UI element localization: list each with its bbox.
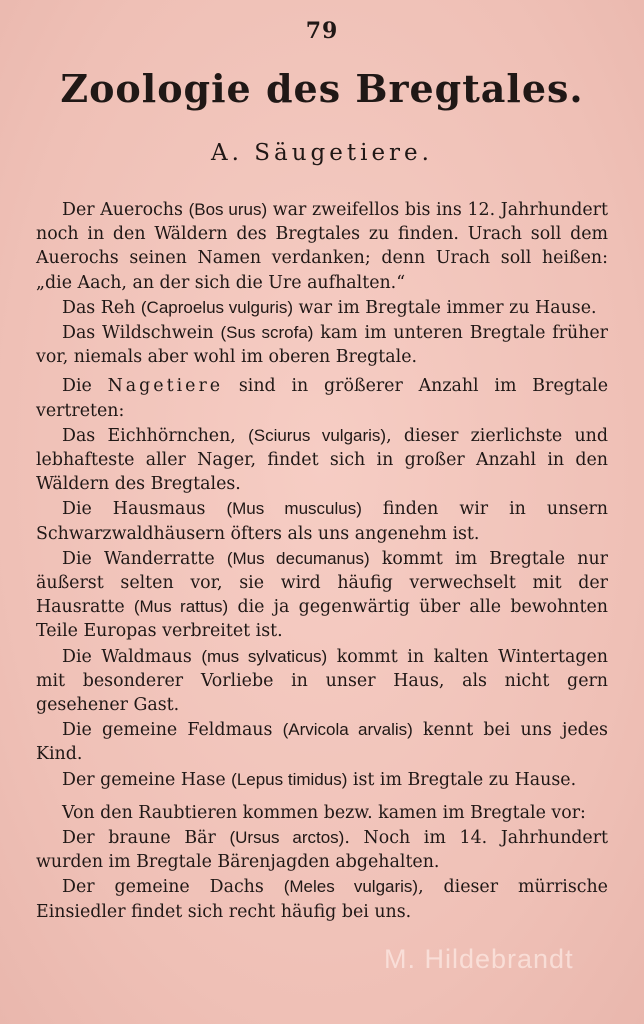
- paragraph-text: Der gemeine Hase: [62, 769, 232, 790]
- paragraph-text: Von den Raubtieren kommen bezw. kamen im Bregtale vor:: [62, 802, 586, 823]
- paragraph-text: Die Waldmaus: [62, 646, 202, 667]
- paragraph-text: Das Reh: [62, 297, 141, 318]
- paragraph-text: kennt bei uns jedes Kind.: [36, 720, 608, 765]
- paragraph: [36, 497, 608, 545]
- paragraph: [36, 768, 608, 792]
- chapter-title: Zoologie des Bregtales.: [60, 66, 584, 111]
- paragraph-text: kommt im Bregtale nur äußerst selten vor, sie wird häufig verwechselt mit der Hausratte: [36, 548, 608, 618]
- paragraph-text: ist im Bregtale zu Hause.: [347, 769, 577, 790]
- latin-species-name: (Mus decumanus): [226, 548, 370, 568]
- paragraph: [36, 645, 608, 718]
- paragraph-text: , dieser zierlichste und lebhafteste aller Nager, findet sich in großer Anzahl in den Wäldern des Bregtales.: [36, 425, 608, 495]
- paragraph: [36, 374, 608, 422]
- paragraph-text: die ja gegenwärtig über alle bewohnten Teile Europas verbreitet ist.: [36, 597, 608, 642]
- paragraph-text: Der Auerochs: [62, 200, 189, 220]
- paragraph-text: . Noch im 14. Jahrhundert wurden im Bregtale Bärenjagden abgehalten.: [36, 828, 608, 873]
- watermark: M. Hildebrandt: [384, 944, 574, 974]
- paragraph: [36, 801, 608, 825]
- paragraph-text: Die gemeine Feldmaus: [62, 720, 283, 741]
- latin-species-name: (Ursus arctos): [229, 828, 345, 848]
- paragraph: [36, 547, 608, 644]
- latin-species-name: (Mus rattus): [133, 597, 229, 617]
- latin-species-name: (mus sylvaticus): [201, 646, 328, 666]
- paragraph: [36, 718, 608, 766]
- paragraph-text: war im Bregtale immer zu Hause.: [293, 297, 597, 318]
- paragraph: [36, 296, 608, 320]
- paragraph-text: Die Hausmaus: [62, 499, 227, 520]
- paragraph-text: Das Eichhörnchen,: [62, 425, 249, 446]
- paragraph-text: Die Wanderratte: [62, 548, 227, 569]
- body-text: [36, 198, 608, 925]
- paragraph-text: Der braune Bär: [62, 828, 230, 849]
- paragraph-text: kommt in kalten Wintertagen mit besonderer Vorliebe in unser Haus, als nicht gern gesehener Gast.: [36, 646, 608, 716]
- paragraph: [36, 321, 608, 369]
- emphasized-term: Nagetiere: [107, 376, 224, 397]
- paragraph-text: , dieser mürrische Einsiedler findet sich recht häufig bei uns.: [36, 877, 608, 922]
- paragraph-text: war zweifellos bis ins 12. Jahrhundert noch in den Wäldern des Bregtales zu finden. Urach soll dem Auerochs seinen Namen verdanken; denn Urach soll heißen: „die Aach, an der sich die Ure aufhalten.“: [36, 200, 608, 293]
- page-number: 79: [305, 18, 339, 44]
- paragraph-text: sind in größerer Anzahl im Bregtale vertreten:: [36, 376, 608, 421]
- paragraph-text: Der gemeine Dachs: [62, 877, 284, 898]
- latin-species-name: (Sciurus vulgaris): [248, 425, 387, 445]
- paragraph-text: finden wir in unsern Schwarzwaldhäusern öfters als uns angenehm ist.: [36, 499, 608, 544]
- paragraph: [36, 424, 608, 497]
- paragraph-text: Das Wildschwein: [62, 323, 221, 344]
- latin-species-name: (Arvicola arvalis): [282, 720, 413, 740]
- section-heading: A. Säugetiere.: [211, 140, 433, 166]
- latin-species-name: (Meles vulgaris): [283, 877, 419, 897]
- latin-species-name: (Bos urus): [188, 200, 268, 219]
- paragraph: [36, 826, 608, 874]
- paragraph: [36, 875, 608, 923]
- latin-species-name: (Caproelus vulguris): [140, 297, 294, 317]
- paragraph-text: kam im unteren Bregtale früher vor, niemals aber wohl im oberen Bregtale.: [36, 323, 608, 368]
- latin-species-name: (Lepus timidus): [231, 769, 348, 789]
- paragraph-text: Die: [62, 376, 108, 397]
- latin-species-name: (Sus scrofa): [220, 323, 314, 343]
- latin-species-name: (Mus musculus): [226, 499, 362, 519]
- paragraph: [36, 198, 608, 295]
